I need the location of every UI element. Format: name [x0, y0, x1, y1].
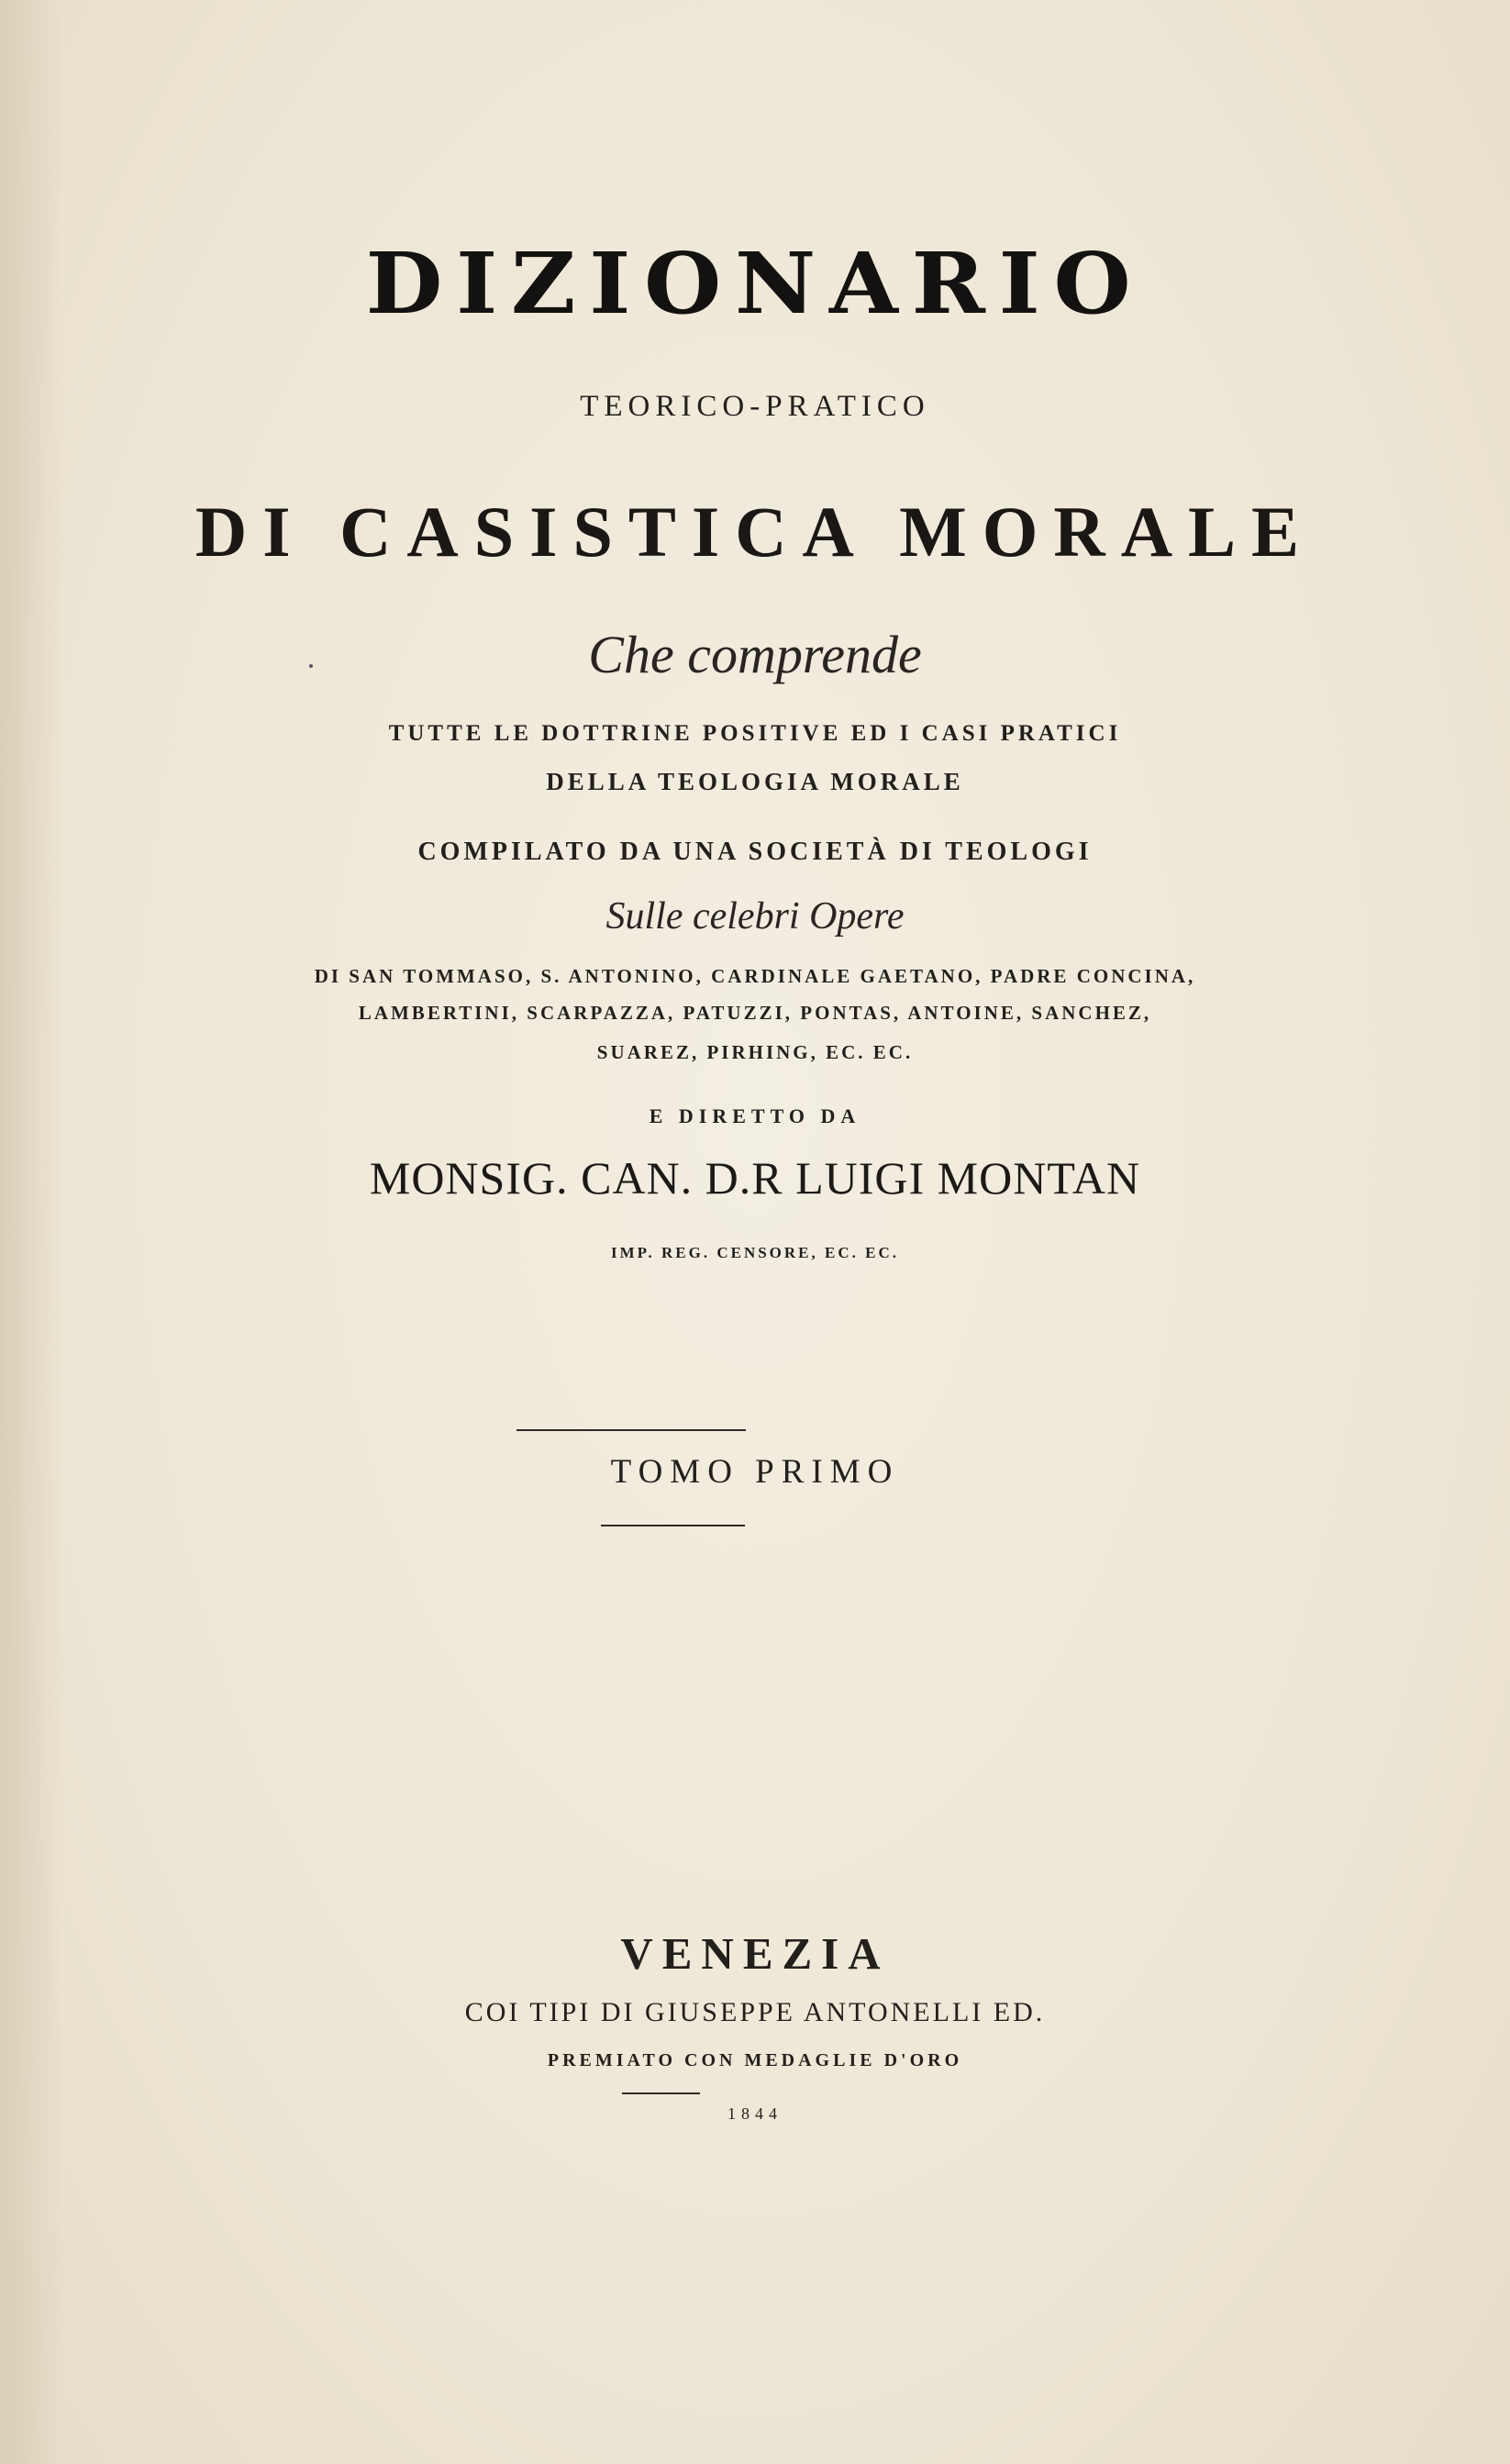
script-heading: Che comprende — [588, 625, 922, 684]
authorities-line-3: SUAREZ, PIRHING, EC. EC. — [596, 1041, 914, 1063]
page-edge-shadow — [0, 0, 64, 2464]
volume-top-rule — [516, 1429, 746, 1431]
author-title: IMP. REG. CENSORE, EC. EC. — [611, 1244, 899, 1261]
contents-line-1: TUTTE LE DOTTRINE POSITIVE ED I CASI PRATICI — [388, 721, 1122, 746]
directed-by-line: E DIRETTO DA — [649, 1104, 861, 1127]
contents-line-2: DELLA TEOLOGIA MORALE — [546, 768, 964, 795]
author-name: MONSIG. CAN. D.R LUIGI MONTAN — [369, 1152, 1141, 1204]
book-title: DIZIONARIO — [365, 234, 1145, 333]
book-title-second-line: DI CASISTICA MORALE — [194, 492, 1316, 572]
imprint-prize: PREMIATO CON MEDAGLIE D'ORO — [547, 2050, 963, 2070]
authorities-line-2: LAMBERTINI, SCARPAZZA, PATUZZI, PONTAS, ANTOINE, SANCHEZ, — [358, 1002, 1152, 1024]
authorities-line-1: DI SAN TOMMASO, S. ANTONINO, CARDINALE GAETANO, PADRE CONCINA, — [314, 965, 1196, 987]
volume-bottom-rule — [601, 1525, 745, 1526]
volume-label: TOMO PRIMO — [610, 1453, 900, 1491]
imprint-year: 1844 — [727, 2104, 783, 2123]
book-subtitle: TEORICO-PRATICO — [580, 390, 930, 423]
script-subheading: Sulle celebri Opere — [605, 895, 905, 938]
year-rule — [622, 2092, 700, 2094]
stray-dot — [309, 664, 313, 668]
imprint-publisher: COI TIPI DI GIUSEPPE ANTONELLI ED. — [464, 1997, 1046, 2027]
imprint-city: VENEZIA — [620, 1928, 890, 1979]
compiled-by-line: COMPILATO DA UNA SOCIETÀ DI TEOLOGI — [417, 838, 1093, 866]
